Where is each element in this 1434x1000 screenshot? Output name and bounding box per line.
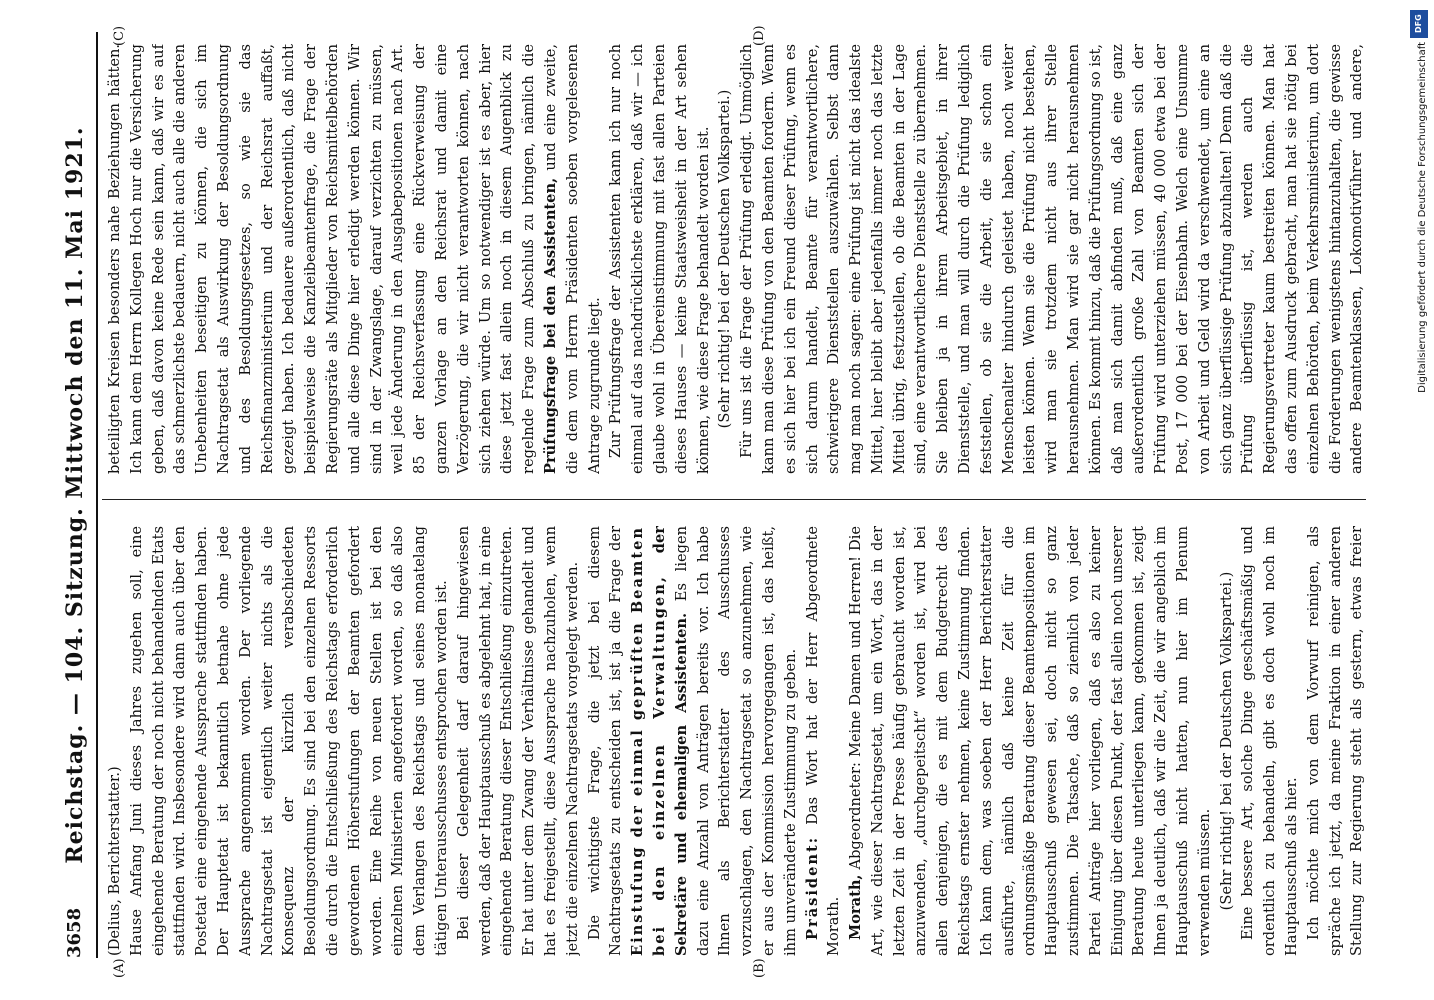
margin-marker-c: (C) [112,25,127,46]
paragraph [802,526,846,956]
dfg-logo: DFG [1410,10,1428,38]
running-title: Reichstag. — 104. Sitzung. Mittwoch den 11. Mai 1921. [62,126,88,864]
right-column [104,44,1366,474]
paragraph [104,44,605,474]
emphasis: Prüfungsfrage bei den Assistenten, [541,177,559,474]
left-column [104,526,1366,956]
speaker-name: Präsident: [803,835,821,940]
paragraph [845,526,1216,956]
text-run: und eine zweite, die dem vom Herrn Präsidenten soeben vorgelesenen Antrage zugrunde liegt. [541,44,603,474]
margin-marker-d: (D) [752,25,767,46]
paragraph: Bei dieser Gelegenheit darf darauf hingewiesen werden, daß der Hauptausschuß es abgelehnt hat, in eine eingehende Beratung dieser Entschließung einzutreten. Er hat unter dem Zwang der Verhältnisse gehandelt und hat es freigestellt, diese Aussprache nachzuholen, wenn jetzt die einzelnen Nachtragsetats vorgelegt werden. [454,526,581,956]
text-run: Abgeordneter: Meine Damen und Herren! Die Art, wie dieser Nachtragsetat, um ein Wort, das in der letzten Zeit in der Presse häufig gebraucht worden ist, anzuwenden, „durchgepeitscht“ worden ist, wird bei allen denjenigen, die es mit dem Budgetrecht des Reichstags ernster nehmen, keine Zustimmung finden. Ich kann dem, was soeben der Herr Berichterstatter ausführte, nämlich daß keine Zeit für die ordnungsmäßige Beratung dieser Beamtenpositionen im Hauptausschuß gewesen sei, doch nicht so ganz zustimmen. Die Tatsache, daß so ziemlich von jeder Partei Anträge hier vorliegen, daß es also zu keiner Einigung über diesen Punkt, der fast allein noch unserer Beratung heute unterliegen kann, gekommen ist, zeigt Ihnen ja deutlich, daß wir die Zeit, die wir angeblich im Hauptausschuß nicht hatten, nun hier im Plenum verwenden müssen. [847,526,1213,956]
speaker-name: Morath, [847,874,865,940]
interjection: (Sehr richtig! bei der Deutschen Volkspartei.) [716,89,734,429]
column-divider [102,499,1366,500]
margin-marker-a: (A) [112,958,127,978]
emphasis: Einstufung der einmal geprüften Beamten bei den einzelnen Verwaltungen, [629,526,668,956]
funding-watermark [1406,8,1430,988]
document-page [52,20,1382,980]
interjection: (Sehr richtig! bei der Deutschen Volkspartei.) [1217,571,1235,911]
text-run: Es liegen dazu eine Anzahl von Anträgen bereits vor. Ich habe Ihnen als Berichterstatter des Ausschusses vorzuschlagen, den Nachtragsetat so anzunehmen, wie er aus der Kommission hervorgegangen ist, das heißt, ihm unveränderte Zustimmung zu geben. [672,526,799,956]
speaker-tag: (Delius, Berichterstatter.) [106,766,123,956]
margin-marker-b: (B) [752,958,767,978]
paragraph: Hause Anfang Juni dieses Jahres zugehen soll, eine eingehende Beratung der noch nicht behandelnden Etats stattfinden wird. Insbesondere wird dann auch über den Postetat eine eingehende Aussprache stattfinden haben. Der Hauptetat ist bekanntlich betnahe ohne jede Aussprache angenommen worden. Der vorliegende Nachtragsetat ist eigentlich weiter nichts als die Konsequenz der kürzlich verabschiedeten Besoldungsordnung. Es sind bei den einzelnen Ressorts die durch die Entschließung des Reichstags erforderlich gewordenen Höherstufungen der Beamten gefordert worden. Eine Reihe von neuen Stellen ist bei den einzelnen Ministerien angefordert worden, so daß also dem Verlangen des Reichstags und seines monatelang tätigen Unterausschusses entsprochen worden ist. [127,526,450,956]
funding-notice: Digitalisierung gefördert durch die Deutsche Forschungsgemeinschaft [1417,42,1428,393]
paragraph: Ich möchte mich von dem Vorwurf reinigen, als spräche ich jetzt, da meine Fraktion in einer anderen Stellung zur Regierung steht als gestern, etwas freier [1304,526,1366,956]
page-header [62,32,98,958]
page-number: 3658 [64,907,85,958]
paragraph: Eine bessere Art, solche Dinge geschäftsmäßig und ordentlich zu behandeln, gibt es doch wohl noch im Hauptausschuß als hier. [1239,526,1301,956]
text-run: Das Wort hat der Herr Abgeordnete Morath. [803,526,843,956]
paragraph [584,526,802,956]
paragraph: Zur Prüfungsfrage der Assistenten kann ich nur noch einmal auf das nachdrücklichste erklären, daß wir — ich glaube wohl in Übereinstimmung mit fast allen Parteien dieses Hauses — keine Staatsweisheit in der Art sehen können, wie diese Frage behandelt worden ist. [607,44,712,474]
emphasis: der Sekretäre und ehemaligen Assistenten. [650,526,690,956]
text-run: beteiligten Kreisen besonders nahe Beziehungen hätten. Ich kann dem Herrn Kollegen Hoch nur die Versicherung geben, daß davon keine Rede sein kann, daß wir es auf das schmerzlichste bedauern, nicht auch alle die anderen Unebenheiten beseitigen zu können, die sich im Nachtragsetat als Auswirkung der Besoldungsordnung und des Besoldungsgesetzes, so wie sie das Reichsfinanzministerium und der Reichsrat auffaßt, gezeigt haben. Ich bedauere außerordentlich, daß nicht beispielsweise die Kanzleibeamtenfrage, die Frage der Regierungsräte als Mitglieder von Reichsmittelbehörden und alle diese Dinge hier erledigt werden können. Wir sind in der Zwangslage, darauf verzichten zu müssen, weil jede Änderung in den Ausgabepositionen nach Art. 85 der Reichsverfassung eine Rückverweisung der ganzen Vorlage an den Reichsrat und damit eine Verzögerung, die wir nicht verantworten können, nach sich ziehen würde. Um so notwendiger ist es aber, hier diese jetzt fast allein noch in diesem Augenblick zu regelnde Frage zum Abschluß zu bringen, nämlich die [106,44,538,474]
text-run: Die wichtigste Frage, die jetzt bei diesem Nachtragsetats zu entscheiden ist, ist ja die Frage der [585,526,625,956]
paragraph: Für uns ist die Frage der Prüfung erledigt. Unmöglich kann man diese Prüfung von den Beamten fordern. Wenn es sich hier bei ich ein Freund dieser Prüfung, wenn es sich darum handelt, Beamte für verantwortlichere, schwierigere Dienststellen auszuwählen. Selbst dann mag man noch sagen: eine Prüfung ist nicht das idealste Mittel, hier bleibt aber jedenfalls immer noch das letzte Mittel übrig, festzustellen, ob die Beamten in der Lage sind, eine verantwortlichere Dienststelle zu übernehmen. Sie bleiben ja in ihrem Arbeitsgebiet, in ihrer Dienststelle, und man will durch die Prüfung lediglich feststellen, ob sie die Arbeit, die sie schon ein Menschenalter hindurch geleistet haben, noch weiter leisten können. Wenn sie die Prüfung nicht bestehen, wird man sie trotzdem nicht aus ihrer Stelle herausnehmen. Man wird sie gar nicht herausnehmen können. Es kommt hinzu, daß die Prüfungsordnung so ist, daß man sich damit abfinden muß, daß eine ganz außerordentlich große Zahl von Beamten sich der Prüfung wird unterziehen müssen, 40 000 etwa bei der Post, 17 000 bei der Eisenbahn. Welch eine Unsumme von Arbeit und Geld wird da verschwendet, um eine an sich ganz überflüssige Prüfung abzuhalten! Denn daß die Prüfung überflüssig ist, werden auch die Regierungsvertreter kaum bestreiten können. Man hat das offen zum Ausdruck gebracht, man hat sie nötig bei einzelnen Behörden, beim Verkehrsministerium, um dort die Forderungen wenigstens hintanzuhalten, die gewisse andere Beamtenklassen, Lokomotivführer und andere, [738,44,1366,474]
